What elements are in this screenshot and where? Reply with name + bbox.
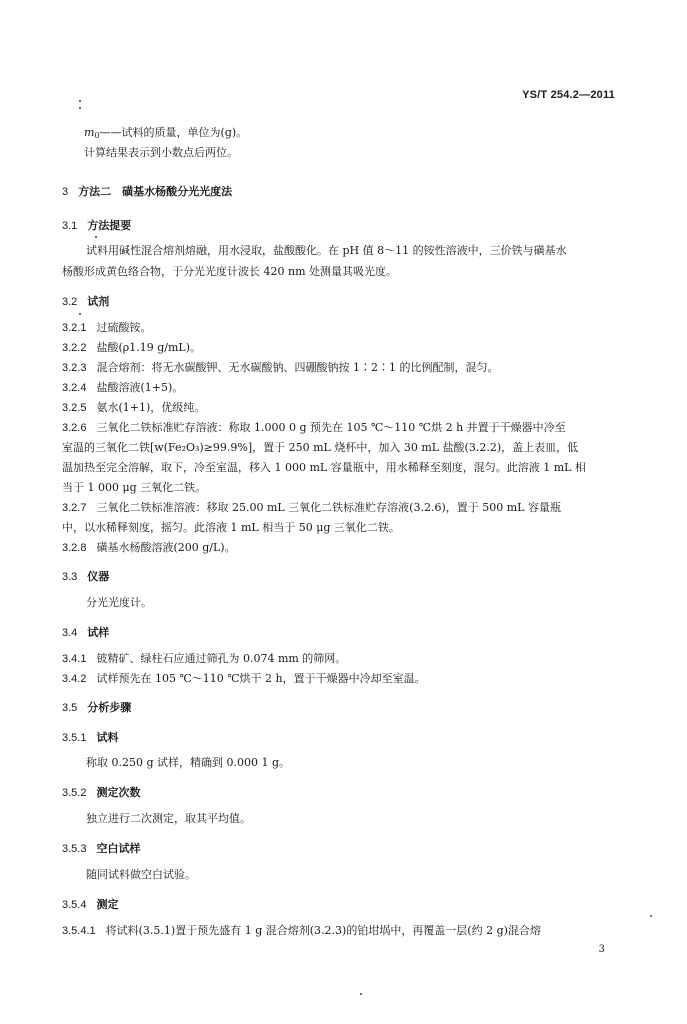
section-number: 3.5.2 — [62, 787, 87, 799]
variable-subscript: 0 — [94, 131, 100, 140]
section-number: 3.5 — [62, 702, 78, 714]
item-text: 磺基水杨酸溶液(200 g/L)。 — [96, 541, 236, 554]
section-3-2-heading — [62, 296, 109, 308]
item-number: 3.4.1 — [62, 653, 87, 665]
section-title: 分析步骤 — [87, 701, 132, 714]
procedure-item — [62, 925, 541, 937]
item-number: 3.5.4.1 — [62, 925, 96, 937]
paragraph-line: 独立进行二次测定，取其平均值。 — [86, 812, 251, 825]
section-number: 3.5.4 — [62, 899, 87, 911]
paragraph-line: 称取 0.250 g 试样，精确到 0.000 1 g。 — [86, 756, 291, 769]
section-title: 试样 — [87, 626, 110, 639]
item-text: 氨水(1+1)，优级纯。 — [96, 401, 206, 414]
section-title: 空白试样 — [96, 842, 141, 855]
paragraph-line: 随同试料做空白试验。 — [86, 868, 196, 881]
paragraph-line: 温加热至完全溶解，取下，冷至室温，移入 1 000 mL 容量瓶中，用水稀释至刻度，混匀。此溶液 1 mL 相 — [62, 461, 586, 474]
section-number: 3.4 — [62, 627, 78, 639]
scan-speck — [95, 236, 97, 238]
item-text: 三氧化二铁标准贮存溶液：称取 1.000 0 g 预先在 105 ℃～110 ℃烘 2 h 并置于干燥器中冷至 — [96, 421, 566, 434]
item-text: 铍精矿、绿柱石应通过筛孔为 0.074 mm 的筛网。 — [96, 652, 347, 665]
item-number: 3.2.7 — [62, 502, 87, 514]
paragraph-line: 杨酸形成黄色络合物，于分光光度计波长 420 nm 处测量其吸光度。 — [62, 265, 397, 278]
section-3-5-2-heading — [62, 787, 140, 799]
scan-speck — [79, 100, 81, 102]
section-3-4-heading — [62, 627, 109, 639]
reagent-item — [62, 422, 566, 434]
section-number: 3.5.3 — [62, 843, 87, 855]
section-number: 3.1 — [62, 220, 78, 232]
reagent-item — [62, 502, 561, 514]
item-number: 3.2.4 — [62, 382, 87, 394]
section-title: 试料 — [96, 731, 119, 744]
section-number: 3 — [62, 186, 69, 198]
paragraph-line: 室温的三氧化二铁[w(Fe₂O₃)≥99.9%]，置于 250 mL 烧杯中，加入 30 mL 盐酸(3.2.2)，盖上表皿，低 — [62, 441, 579, 454]
item-text: 试样预先在 105 ℃～110 ℃烘干 2 h，置于干燥器中冷却至室温。 — [96, 672, 426, 685]
reagent-item — [62, 542, 236, 554]
item-number: 3.2.2 — [62, 342, 87, 354]
section-title: 方法提要 — [87, 219, 132, 232]
item-text: 三氧化二铁标准溶液：移取 25.00 mL 三氧化二铁标准贮存溶液(3.2.6)，置于 500 mL 容量瓶 — [96, 501, 561, 514]
reagent-item — [62, 402, 205, 414]
scan-speck — [79, 313, 81, 315]
item-number: 3.2.1 — [62, 322, 87, 334]
item-text: 将试料(3.5.1)置于预先盛有 1 g 混合熔剂(3.2.3)的铂坩埚中，再覆盖一层(约 2 g)混合熔 — [105, 924, 541, 937]
reagent-item — [62, 382, 183, 394]
section-3-5-heading — [62, 702, 131, 714]
item-number: 3.2.5 — [62, 402, 87, 414]
reagent-item — [62, 342, 201, 354]
section-3-5-1-heading — [62, 732, 118, 744]
section-3-5-4-heading — [62, 899, 118, 911]
scan-speck — [650, 915, 652, 917]
page-number: 3 — [598, 944, 605, 955]
reagent-item — [62, 362, 498, 374]
item-number: 3.2.6 — [62, 422, 87, 434]
item-text: 盐酸(ρ1.19 g/mL)。 — [96, 341, 201, 354]
section-3-1-heading — [62, 220, 131, 232]
item-text: 盐酸溶液(1+5)。 — [96, 381, 184, 394]
section-title: 方法二 磺基水杨酸分光光度法 — [78, 185, 233, 198]
variable-text: ——试料的质量，单位为(g)。 — [99, 126, 248, 139]
item-text: 过硫酸铵。 — [96, 321, 152, 334]
section-title: 测定次数 — [96, 786, 141, 799]
section-number: 3.3 — [62, 571, 78, 583]
section-3-3-heading — [62, 571, 109, 583]
item-number: 3.2.3 — [62, 362, 87, 374]
item-number: 3.4.2 — [62, 673, 87, 685]
paragraph-line: 分光光度计。 — [86, 596, 152, 609]
paragraph-line: 试料用碱性混合熔剂熔融，用水浸取，盐酸酸化。在 pH 值 8～11 的铵性溶液中，三价铁与磺基水 — [86, 244, 567, 257]
section-3-heading — [62, 186, 232, 198]
scan-speck — [360, 993, 362, 995]
scan-speck — [79, 107, 81, 109]
sample-item — [62, 653, 346, 665]
variable-symbol: m — [84, 126, 95, 139]
paragraph-line: 中，以水稀释刻度，摇匀。此溶液 1 mL 相当于 50 μg 三氧化二铁。 — [62, 521, 400, 534]
result-note: 计算结果表示到小数点后两位。 — [84, 146, 238, 159]
item-text: 混合熔剂：将无水碳酸钾、无水碳酸钠、四硼酸钠按 1∶2∶1 的比例配制，混匀。 — [96, 361, 499, 374]
standard-number: YS/T 254.2—2011 — [522, 89, 615, 101]
section-number: 3.5.1 — [62, 732, 87, 744]
section-title: 试剂 — [87, 295, 110, 308]
section-title: 仪器 — [87, 570, 110, 583]
section-3-5-3-heading — [62, 843, 140, 855]
section-title: 测定 — [96, 898, 119, 911]
sample-item — [62, 673, 426, 685]
paragraph-line: 当于 1 000 μg 三氧化二铁。 — [62, 481, 207, 494]
item-number: 3.2.8 — [62, 542, 87, 554]
section-number: 3.2 — [62, 296, 78, 308]
reagent-item — [62, 322, 151, 334]
variable-definition — [84, 127, 247, 140]
